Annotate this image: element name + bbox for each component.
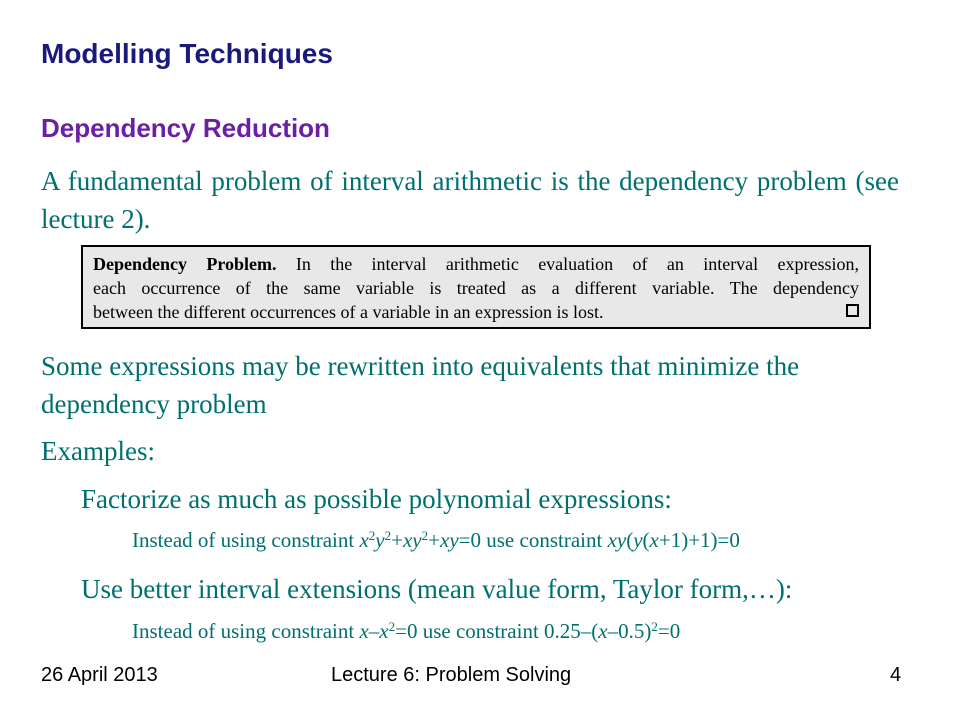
definition-line-1	[93, 252, 859, 276]
example-1-title: Factorize as much as possible polynomial expressions:	[81, 484, 672, 514]
footer-page-number: 4	[890, 664, 902, 686]
example-2-title: Use better interval extensions (mean value form, Taylor form,…):	[81, 574, 793, 604]
footer-date: 26 April 2013	[41, 664, 158, 686]
example-2-detail	[132, 619, 680, 644]
definition-line-1-text: In the interval arithmetic evaluation of an interval expression,	[276, 254, 860, 274]
example-2-mid: use constraint	[417, 619, 545, 643]
definition-box	[81, 245, 871, 329]
footer-lecture-title: Lecture 6: Problem Solving	[331, 664, 572, 686]
definition-line-3-text: between the different occurrences of a variable in an expression is lost.	[93, 302, 604, 322]
definition-line-3	[93, 300, 859, 324]
example-1-mid: use constraint	[481, 528, 608, 552]
example-2-lead: Instead of using constraint	[132, 619, 360, 643]
definition-term: Dependency Problem.	[93, 254, 277, 274]
slide-title: Modelling Techniques	[41, 38, 333, 69]
examples-label: Examples:	[41, 436, 155, 466]
definition-line-2: each occurrence of the same variable is treated as a different variable. The dependency	[93, 278, 859, 298]
example-1-lead: Instead of using constraint	[132, 528, 360, 552]
rewrite-paragraph: Some expressions may be rewritten into equivalents that minimize the dependency problem	[41, 351, 800, 419]
example-1-detail	[132, 528, 740, 553]
example-2-rewritten-constraint: $0.25-(x-0.5)^2=0$	[544, 618, 681, 643]
section-heading: Dependency Reduction	[41, 113, 330, 143]
example-1-original-constraint: $x^2y^2+xy^2+xy=0$	[359, 527, 481, 552]
example-1-rewritten-constraint: xy(y(x+1)+1)=0	[607, 528, 740, 552]
end-of-proof-box-icon	[846, 304, 859, 317]
example-2-original-constraint: $x-x^2=0$	[359, 618, 418, 643]
intro-paragraph: A fundamental problem of interval arithmetic is the dependency problem (see lecture 2).	[41, 166, 899, 234]
